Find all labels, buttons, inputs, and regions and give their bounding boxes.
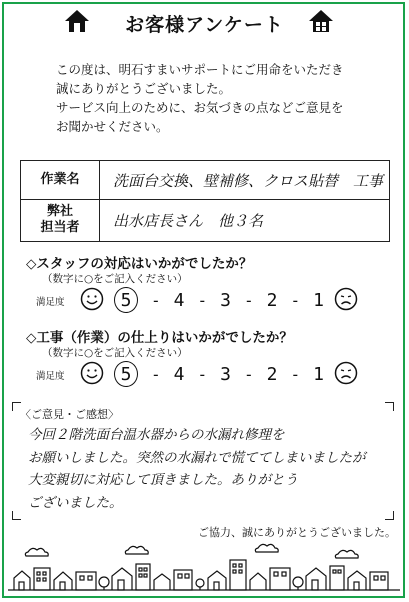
rating-option[interactable]: 3	[220, 363, 231, 385]
opinion-text	[28, 424, 388, 514]
table-row	[21, 161, 389, 200]
rating-option[interactable]: 1	[313, 289, 324, 311]
opinion-line: 大変親切に対応して頂きました。ありがとう	[28, 472, 298, 488]
question-1-title: ◇スタッフの対応はいかがでしたか？	[26, 256, 253, 272]
footer-thanks: ご協力、誠にありがとうございました。	[198, 526, 396, 539]
info-table	[20, 160, 390, 242]
rating-numbers: 5 - 4 - 3 - 2 - 1	[114, 360, 324, 388]
staff-value: 出水店長さん 他３名	[113, 211, 264, 230]
rating-option[interactable]: 4	[173, 363, 185, 385]
rating-option-selected[interactable]: 5	[114, 361, 138, 387]
rating-option[interactable]: 1	[313, 363, 324, 385]
satisfaction-label: 満足度	[36, 371, 65, 382]
opinion-line: ございました。	[28, 494, 123, 511]
intro-text	[56, 60, 376, 136]
opinion-line: 今回２階洗面台温水器からの水漏れ修理を	[28, 427, 285, 443]
rating-option-selected[interactable]: 5	[114, 287, 138, 313]
question-2-title: ◇工事（作業）の仕上りはいかがでしたか？	[26, 330, 293, 346]
sad-face-icon	[334, 361, 358, 385]
rating-option[interactable]: 2	[266, 363, 278, 385]
question-1-instruction: （数字に○をご記入ください）	[42, 273, 188, 285]
question-1-scale	[36, 286, 376, 316]
question-2-scale	[36, 360, 376, 390]
intro-line: 誠にありがとうございました。	[56, 81, 232, 96]
rating-option[interactable]: 3	[220, 289, 231, 311]
staff-label-text: 弊社 担当者	[40, 204, 80, 235]
table-row	[21, 199, 389, 241]
rating-option[interactable]: 2	[266, 289, 278, 311]
opinion-line: お願いしました。突然の水漏れで慌ててしまいましたが	[28, 449, 366, 466]
intro-line: サービス向上のために、お気づきの点などご意見を	[56, 100, 344, 115]
rating-numbers: 5 - 4 - 3 - 2 - 1	[114, 286, 324, 314]
town-skyline-illustration	[8, 542, 400, 594]
opinion-title: 〈ご意見・ご感想〉	[20, 408, 119, 421]
smile-face-icon	[80, 287, 104, 311]
question-2-instruction: （数字に○をご記入ください）	[42, 347, 188, 359]
satisfaction-label: 満足度	[36, 297, 65, 308]
work-name-label: 作業名	[21, 161, 100, 199]
header	[0, 6, 409, 38]
smile-face-icon	[80, 361, 104, 385]
staff-label	[21, 199, 100, 241]
opinion-box	[12, 402, 394, 520]
page-title: お客様アンケート	[125, 14, 284, 36]
intro-line: この度は、明石すまいサポートにご用命をいただき	[56, 62, 344, 77]
house-icon	[308, 8, 334, 34]
work-name-value: 洗面台交換、壁補修、クロス貼替 工事	[113, 171, 384, 190]
intro-line: お聞かせください。	[56, 119, 169, 134]
rating-option[interactable]: 4	[173, 289, 185, 311]
sad-face-icon	[334, 287, 358, 311]
